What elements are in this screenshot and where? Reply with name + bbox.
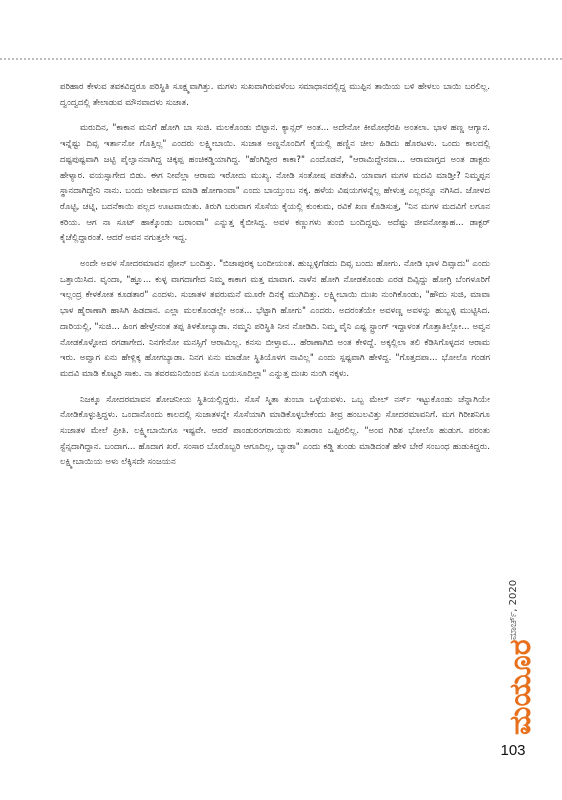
article-body: [60, 80, 490, 481]
paragraph-4: ನಿಜಕ್ಕೂ ಸೋದರಮಾವನ ಶೋಚನೀಯ ಸ್ಥಿತಿಯಲ್ಲಿದ್ದರು. ಸೊಸೆ ಸ್ಮಿತಾ ತುಂಬಾ ಒಳ್ಳೆಯವಳು. ಒಬ್ಬ ಮೇಲ್ ನರ್ಸ್ ಇಟ್ಟುಕೊಂಡು ಚೆನ್ನಾಗಿಯೇ ನೋಡಿಕೊಳ್ಳುತ್ತಿದ್ದಳು. ಒಂದಾನೊಂದು ಕಾಲದಲ್ಲಿ ಸುಜಾತಳನ್ನೇ ಸೊಸೆಯಾಗಿ ಮಾಡಿಕೊಳ್ಳಬೇಕೆಂದು ತೀವ್ರ ಹಂಬಲವಿತ್ತು ಸೋದರಮಾವನಿಗೆ. ಮಗ ಗಿರೀಶನಿಗೂ ಸುಜಾತಳ ಮೇಲೆ ಪ್ರೀತಿ. ಲಕ್ಷ್ಮೀಬಾಯಿಗೂ ಇಷ್ಟವೇ. ಆದರೆ ಪಾಂಡುರಂಗರಾಯರು ಸುತಾರಾಂ ಒಪ್ಪಿರಲಿಲ್ಲ. "ಅಂವ ಗಿರಿಶ ಭೋಲೊ ಹುಡುಗ. ಪರಂತು ಸ್ಟೆನ್ಸದಾಗಿದ್ದಾನ. ಬಂದಾಗ... ಹೊದಾಗ ಖರೆ. ಸಂಸಾರ ಬೊರೊಬ್ಬರಿ ಆಗೂದಿಲ್ಲ, ಬ್ಯಾಡಾ" ಎಂದು ಕಡ್ಡಿ ತುಂಡು ಮಾಡಿದಂತೆ ಹೇಳಿ ಬೇರೆ ಸಂಬಂಧ ಹುಡುಕಿದ್ದರು. ಲಕ್ಷ್ಮೀಬಾಯಿಯ ಅಳು ಲೆಕ್ಕಿಸದೇ ಸಂಜಯನ: [60, 394, 490, 468]
issue-date: ಮಾರ್ಚ್, 2020: [508, 579, 519, 641]
paragraph-2: ಮರುದಿನ, "ಕಾಕಾನ ಮನಿಗೆ ಹೋಗಿ ಬಾ ಸುಜಿ. ಮಲಕೊಂಡು ಬಿಟ್ಟಾನ. ಕ್ಯಾನ್ಸರ್ ಅಂತ... ಅದೇನೋ ಕೀಮೋಥೆರಪಿ ಅಂತಲಾ. ಭಾಳ ಹಣ್ಣ ಆಗ್ಯಾನ. ಇನ್ನೆಷ್ಟು ದಿವ್ಸ ಇರ್ತಾನೋ ಗೊತ್ತಿಲ್ಲ" ಎಂದರು ಲಕ್ಷ್ಮೀಬಾಯಿ. ಸುಜಾತ ಅಣ್ಣನೊಂದಿಗೆ ಕೈಯಲ್ಲಿ ಹಣ್ಣಿನ ಚೀಲ ಹಿಡಿದು ಹೊರಟಳು. ಒಂದು ಕಾಲದಲ್ಲಿ ದಷ್ಟಪುಷ್ಟವಾಗಿ ಜಟ್ಟಿ ಪೈಲ್ವಾನನಾಗಿದ್ದ ಚಿಕ್ಕಪ್ಪ ಹಂಚಿಕಡ್ಡಿಯಾಗಿದ್ದ. "ಹೆಂಗಿದ್ದೀರ ಕಾಕಾ?" ಎಂದೊಡನೆ, "ಆರಾಮಿದ್ದೇನವಾ... ಆರಾಮಾಗ್ತದ ಅಂತ ಡಾಕ್ಟರು ಹೇಳ್ಯಾರ. ವಯಸ್ಸಾಗೇದ ಬಿಡು. ಈಗ ನೀವೆಲ್ಲಾ ಆರಾಮ ಇರೋದು ಮುಖ್ಯ. ನೋಡಿ ಸಂತೋಷ ಪಡತೇವಿ. ಯಾವಾಗ ಮಗಳ ಮದವಿ ಮಾಡ್ತೀ? ನಿಮ್ಮಪ್ಪನ ಸ್ಥಾನದಾಗಿದ್ದೇನಿ ನಾನು. ಬಂದು ಆಶೀರ್ವಾದ ಮಾಡಿ ಹೋಗಾಂವಾ" ಎಂದು ಬಾಯ್ತುಂಬ ನಕ್ಕ. ಹಳೆಯ ವಿಷಯಗಳನ್ನೆಲ್ಲ ಹೇಳುತ್ತ ಎಲ್ಲರನ್ನೂ ನಗಿಸಿದ. ಜೋಳದ ರೊಟ್ಟಿ, ಚಟ್ನಿ, ಬದನೆಕಾಯಿ ಪಲ್ಲದ ಊಟವಾಯಿತು. ತಿರುಗಿ ಬರುವಾಗ ಸೊಸೆಯ ಕೈಯಲ್ಲಿ ಕುಂಕುಮ, ರವಿಕೆ ಖಣ ಕೊಡಿಸುತ್ತ, "ನಿನ ಮಗಳ ಮದವಿಗೆ ಲಗೂನ ಕರಿಯ. ಆಗ ನಾ ಸೂಟ್ ಹಾಕ್ಕೊಂಡು ಬರಾಂವಾ" ಎನ್ನುತ್ತ ಕೈಬೀಸಿದ್ದ. ಅವಳ ಕಣ್ಣುಗಳು ತುಂಬಿ ಬಂದಿದ್ದವು. ಅದೆಷ್ಟು ಜೀವನೋತ್ಸಾಹ... ಡಾಕ್ಟರ್ ಕೈಚೆಲ್ಲಿದ್ದಾರಂತೆ. ಆದರೆ ಅವನ ನಗುತ್ತಲೇ ಇದ್ದ.: [60, 123, 490, 244]
page-number: 103: [500, 742, 526, 759]
paragraph-3: ಅಂದೇ ಅವಳ ಸೋದರಮಾವನ ಫೋನ್ ಬಂದಿತ್ತು. "ಬಿಜಾಪುರಕ್ಕ ಬಂದೀಯಂತ. ಹುಬ್ಬಳ್ಳಿಗೆಡದು ದಿವ್ಸ ಬಂದು ಹೋಗು. ನೋಡಿ ಭಾಳ ದಿವ್ಸಾದು" ಎಂದು ಒತ್ತಾಯಿಸಿದ. ವೃಂದಾ, "ಹ್ಞೂ... ಕುಳ್ಳ ವಾಗದಾಗೇದ ನಿಮ್ಮ ಕಾಕಾಗ ಮತ್ತ ಮಾವಾಗ. ನಾಳೆನ ಹೋಗಿ ನೋಡಕೊಂಡು ಎರಡ ದಿವ್ಸಿದ್ದು ಹೋಗ್ರಿ ಬೆಂಗಳೂರಿಗೆ ಇಲ್ಲಂದ್ರ ಕೇಳಕೋತ ಕೂಡತಾರ" ಎಂದಳು. ಸುಜಾತಳ ತವರುಮನೆ ಮೂರೇ ದಿನಕ್ಕೆ ಮುಗಿದಿತ್ತು. ಲಕ್ಷ್ಮೀಬಾಯಿ ದುಃಖ ನುಂಗಿಕೊಂಡು, "ಹೌದು ಸುಜಿ, ಮಾವಾ ಭಾಳ ಹೈರಾಣಾಗಿ ಹಾಸಿಗಿ ಹಿಡದಾನ. ಎಲ್ಲಾ ಮಲಕೊಂಡಲ್ಲೇ ಅಂತ... ಭೆಟ್ಟಾಗಿ ಹೋಗು" ಎಂದರು. ಅದರಂತೆಯೇ ಅವಳಣ್ಣ ಅವಳನ್ನು ಹುಬ್ಬಳ್ಳಿ ಮುಟ್ಟಿಸಿದ. ದಾರಿಯಲ್ಲಿ, "ಸುಜಿ... ಹಿಂಗ ಹೇಳ್ತೇನಂತ ತಪ್ಪ ತಿಳಕೋಬ್ಯಾಡಾ. ನಮ್ಮನಿ ಪರಿಸ್ಥಿತಿ ನೀನ ನೋಡಿದಿ. ನಿಮ್ಮ ವೈನಿ ಎಷ್ಟ ಸ್ಟ್ರಾಂಗ್ ಇದ್ದಾಳಂತ ಗೊತ್ತಾತಿಲ್ಲೋ... ಅವ್ವನ ನೋಡಕೊಳ್ಳೋದ ರಗಡಾಗೇದ. ನಿನಗೇನೋ ಮನಸ್ಸಿಗೆ ಆರಾಮಿಲ್ಲ. ಕನಸು ಬೀಳ್ತಾವ... ಹೆರಾಣಾಗಿಬಿ ಅಂತ ಕೇಳಿದ್ದೆ. ಅಕ್ಕಲ್ಲಿಲಾ ತಲಿ ಕೆಡಿಸಿಗೊಳ್ಳದನ ಆರಾಮ ಇರು. ಅವ್ವಾಗ ಏನು ಹೇಳ್ಲಿಕ್ಕ ಹೋಗಬ್ಯಾಡಾ. ನಿನಗ ಏನು ಮಾಡೋ ಸ್ಥಿತಿಯೊಳಗ ನಾವಿಲ್ಲ" ಎಂದು ಸ್ಪಷ್ಟವಾಗಿ ಹೇಳಿದ್ದ. "ಗೊತ್ತದಪಾ... ಭೋಲೊ ಗಂಡಗ ಮದವಿ ಮಾಡಿ ಕೊಟ್ಟರಿ ಸಾಕು. ನಾ ತವರಮನಿಯಿಂದ ಏನೂ ಬಯಸೂದಿಲ್ಲಾ" ಎನ್ನುತ್ತ ದುಃಖ ನುಂಗಿ ನಕ್ಕಳು.: [60, 259, 490, 379]
paragraph-1: ಪರಿಹಾರ ಕೇಳುವ ತವಕವಿದ್ದರೂ ಪರಿಸ್ಥಿತಿ ಸೂಕ್ಷ್ಮವಾಗಿತ್ತು. ಮಗಳು ಸುಖವಾಗಿರುವಳೆಂಬ ಸಮಾಧಾನದಲ್ಲಿದ್ದ ಮುಪ್ಪಿನ ತಾಯಿಯ ಬಳಿ ಹೇಳಲು ಬಾಯಿ ಬರಲಿಲ್ಲ. ದ್ವಂದ್ವದಲ್ಲಿ ತೇಲಾಡುವ ಮೌನವಾದಳು ಸುಜಾತ.: [60, 82, 490, 108]
dotted-divider: [0, 58, 562, 60]
magazine-logo: ಮಯೂರ: [503, 639, 538, 735]
